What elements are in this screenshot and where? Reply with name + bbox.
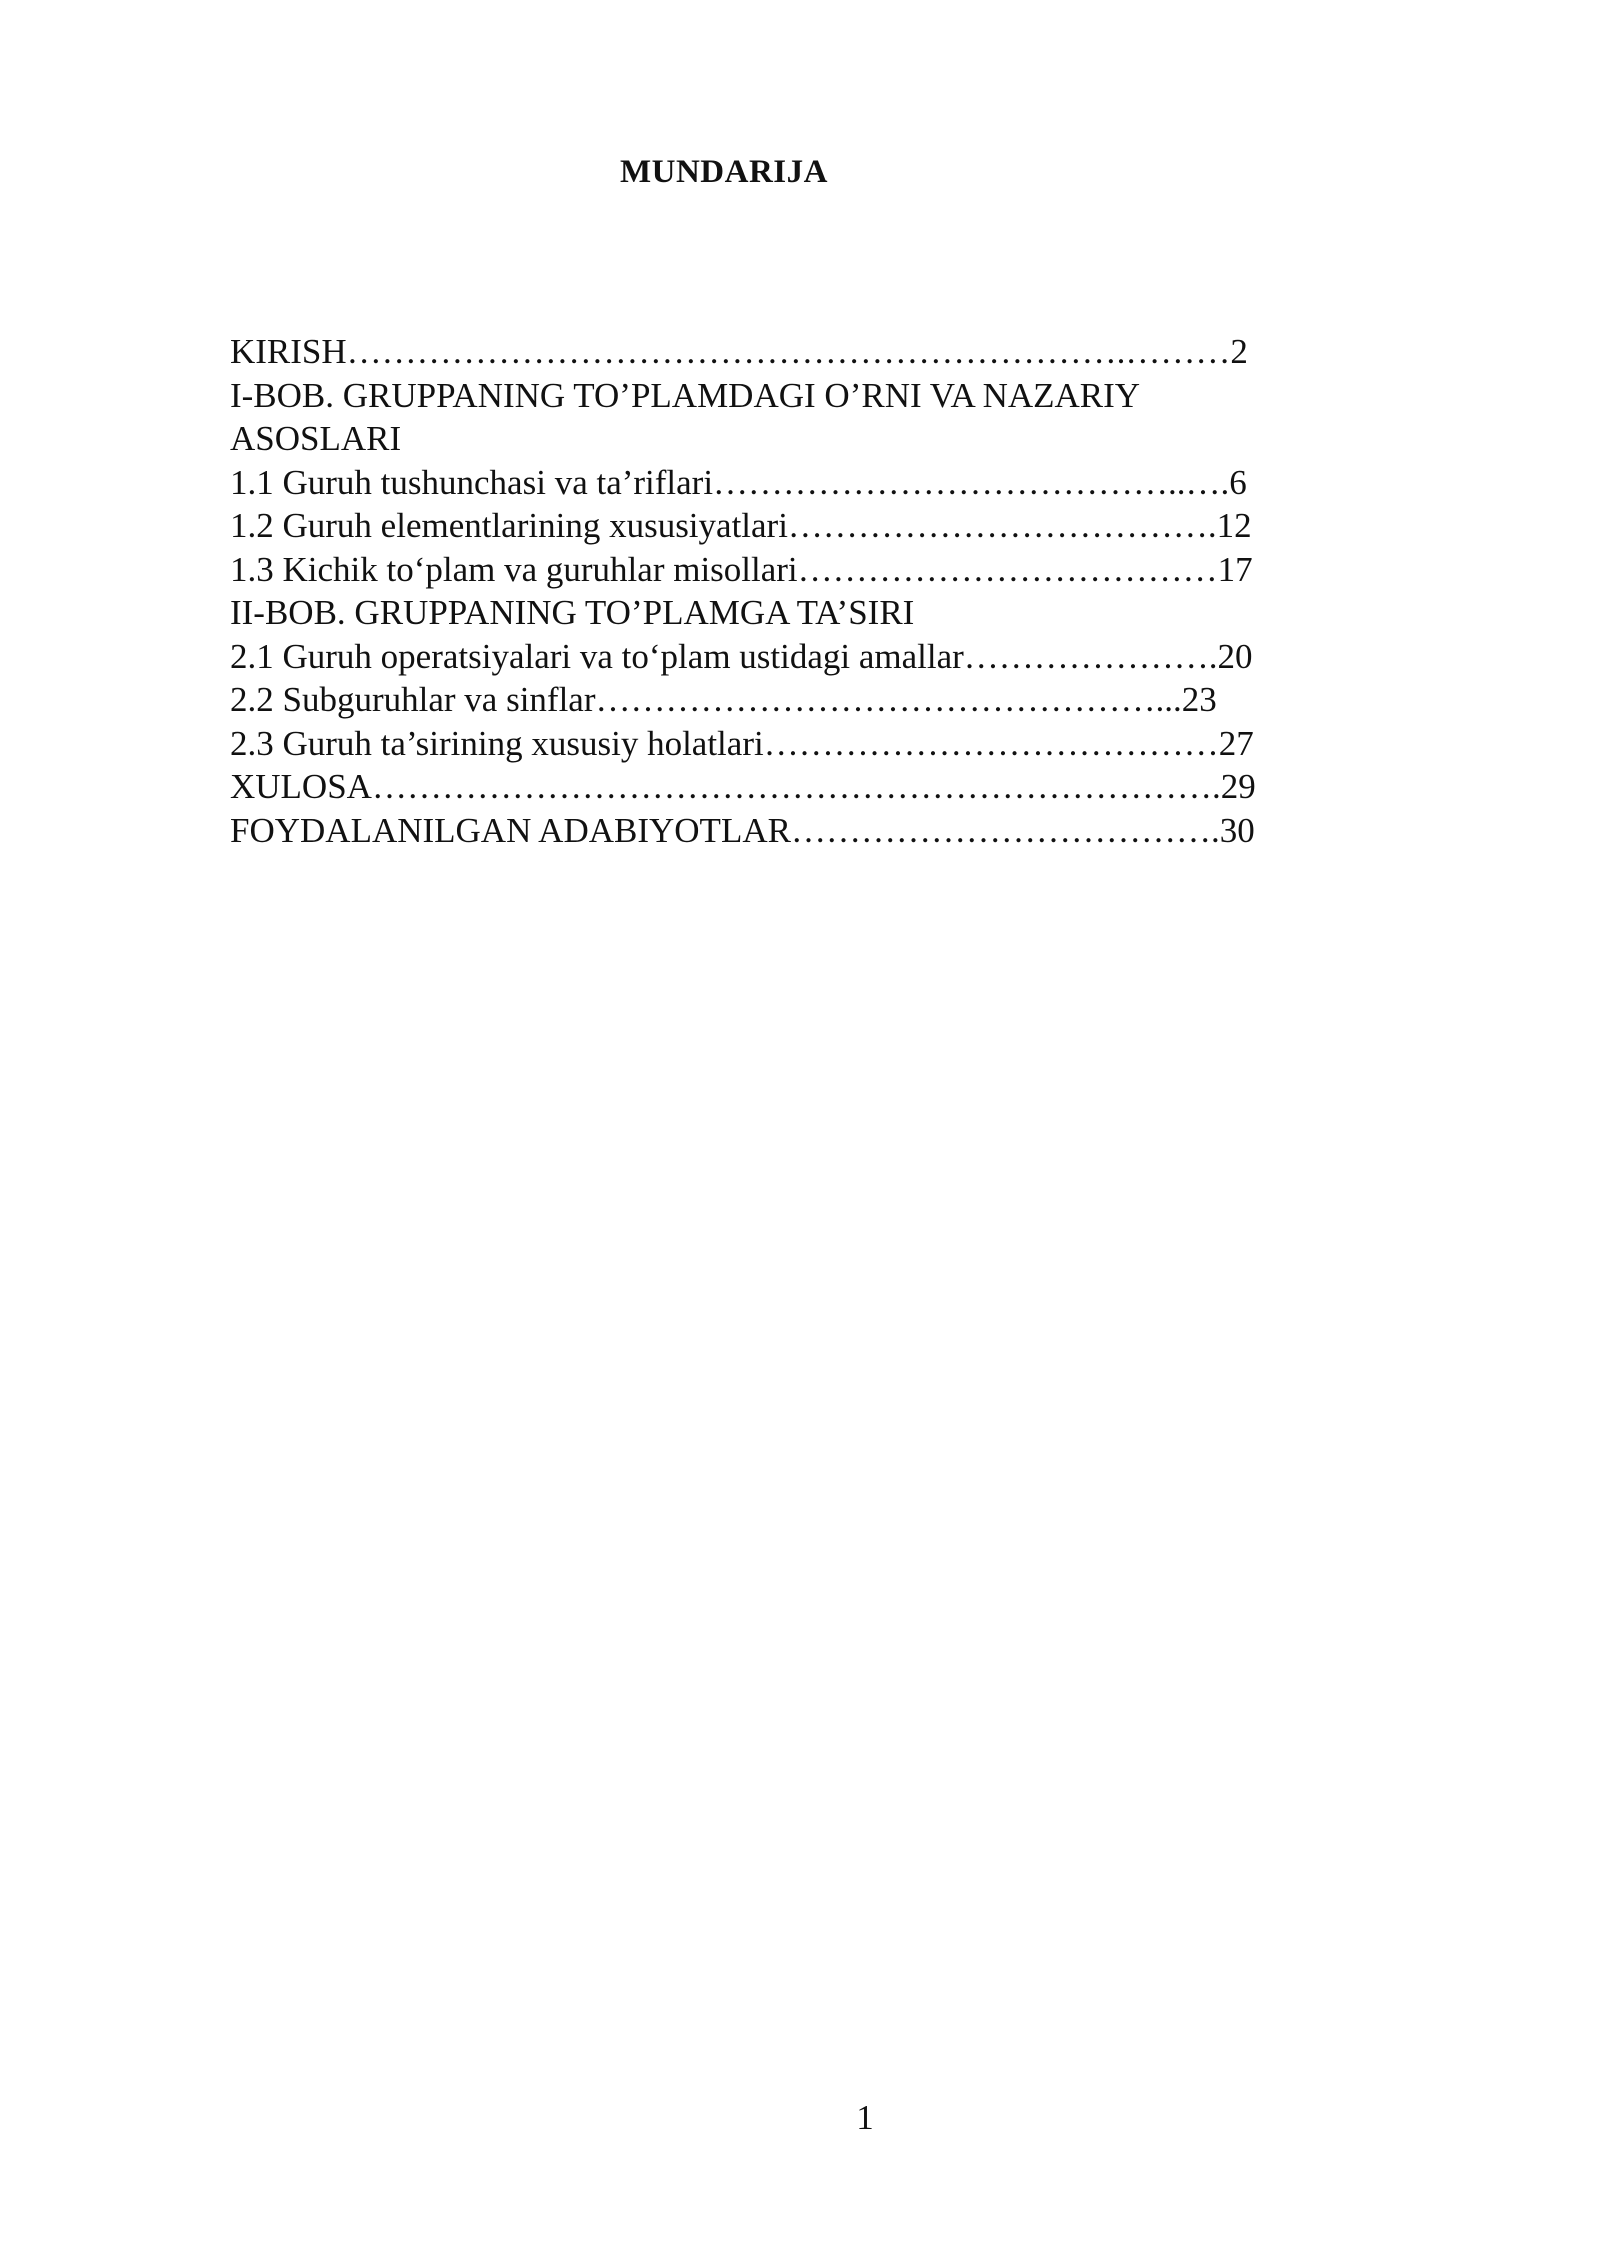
toc-entry-1-1: 1.1 Guruh tushunchasi va ta’riflari…………………………………..….6 [230,462,1247,502]
toc-chapter-1-heading-continued: ASOSLARI [230,419,402,458]
table-of-contents [230,330,1350,852]
toc-chapter-1-heading: I-BOB. GRUPPANING TO’PLAMDAGI O’RNI VA NAZARIY [230,375,1141,415]
page-number: 1 [856,2098,874,2137]
toc-entry-1-2: 1.2 Guruh elementlarining xususiyatlari……………………………….12 [230,506,1252,545]
toc-entry-kirish: KIRISH………………………………………………………….………2 [230,332,1248,371]
page-title: MUNDARIJA [620,154,828,190]
toc-entry-2-2: 2.2 Subguruhlar va sinflar…………………………………………...23 [230,680,1217,719]
toc-entry-1-3: 1.3 Kichik to‘plam va guruhlar misollari………………………………17 [230,549,1253,589]
toc-chapter-2-heading: II-BOB. GRUPPANING TO’PLAMGA TA’SIRI [230,593,915,632]
toc-entry-adabiyotlar: FOYDALANILGAN ADABIYOTLAR……………………………….30 [230,810,1255,850]
toc-entry-2-3: 2.3 Guruh ta’sirining xususiy holatlari…………………………………27 [230,723,1254,763]
toc-entry-2-1: 2.1 Guruh operatsiyalari va to‘plam ustidagi amallar………………….20 [230,636,1253,676]
toc-entry-xulosa: XULOSA……………………………………………………………….29 [230,767,1256,806]
